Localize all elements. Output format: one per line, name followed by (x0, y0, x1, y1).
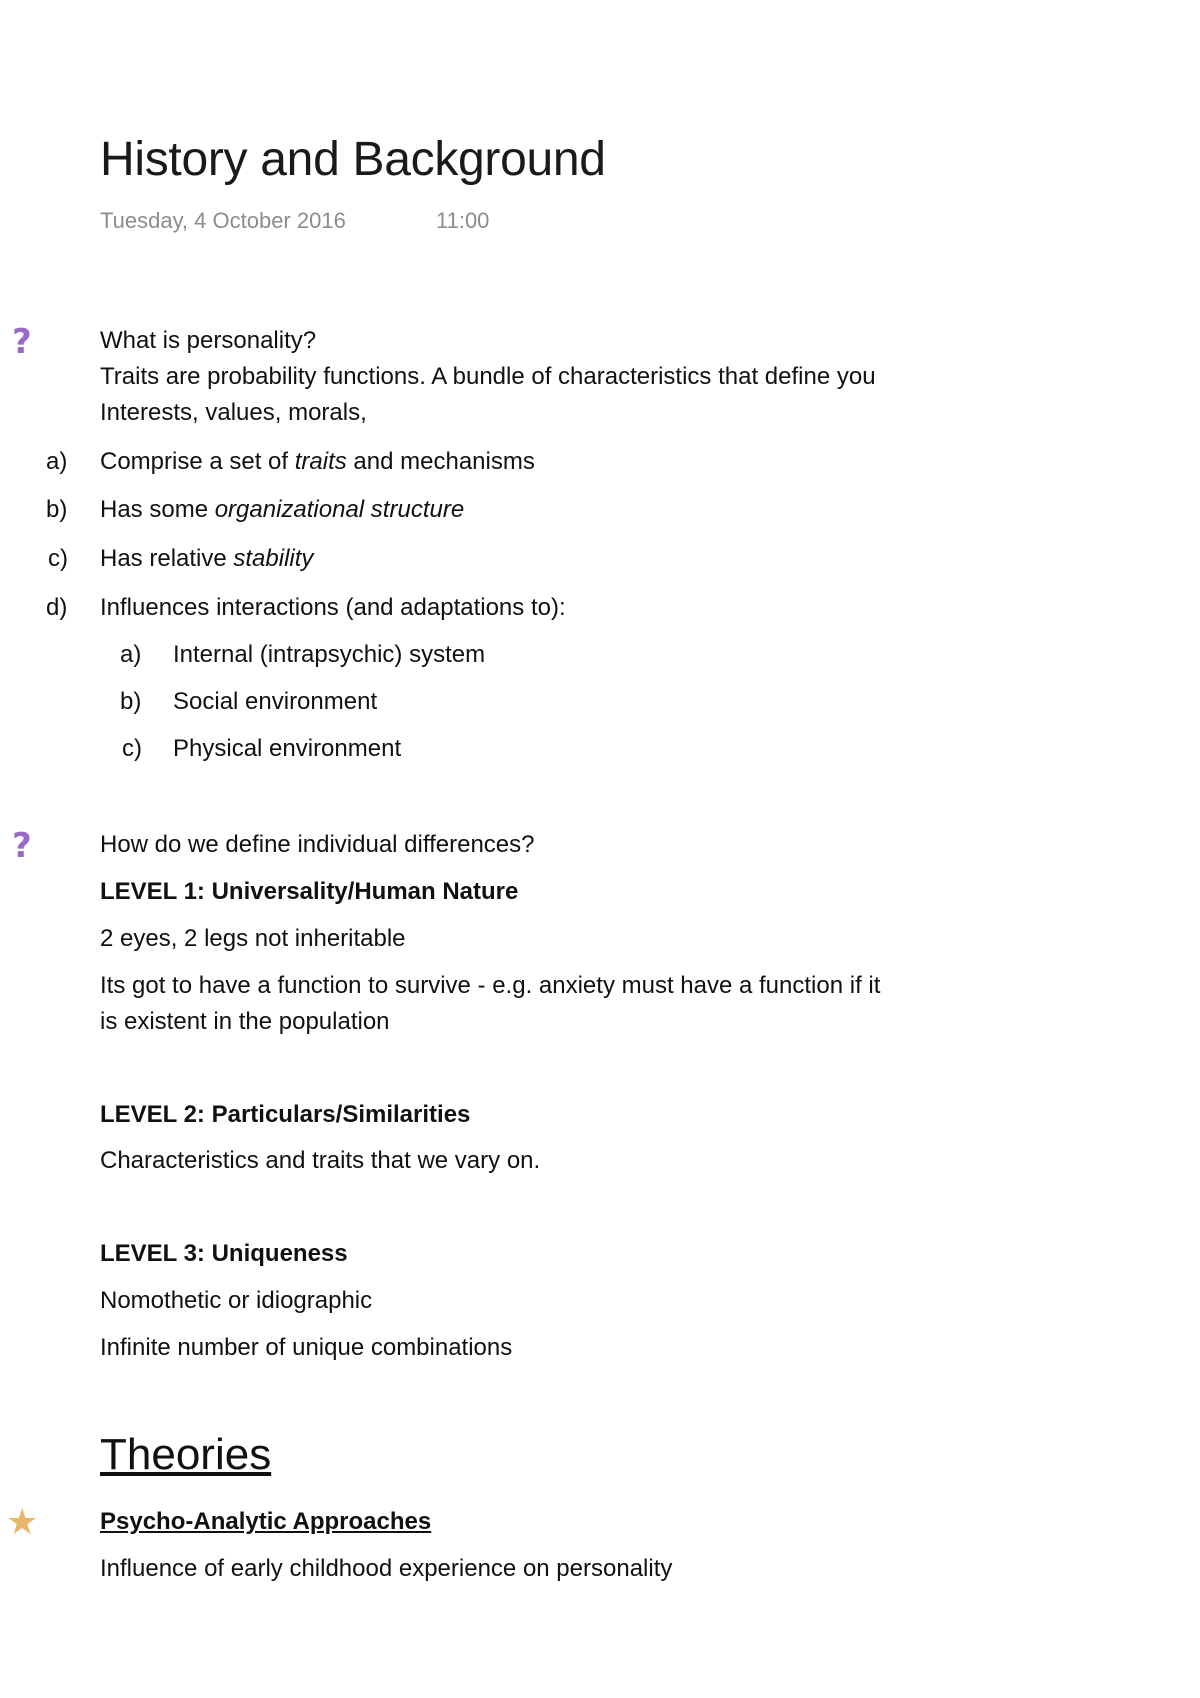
list-marker: d) (46, 594, 68, 621)
level-heading: LEVEL 2: Particulars/Similarities (100, 1101, 471, 1128)
list-item: Comprise a set of traits and mechanisms (100, 448, 535, 475)
page-date: Tuesday, 4 October 2016 (100, 208, 346, 233)
page-title: History and Background (100, 133, 606, 186)
note-line: Infinite number of unique combinations (100, 1334, 513, 1361)
note-line: 2 eyes, 2 legs not inheritable (100, 925, 406, 952)
question-text: How do we define individual differences? (100, 831, 535, 858)
list-item: Has relative stability (100, 545, 314, 572)
question-icon[interactable]: ? (12, 322, 32, 362)
note-line: Its got to have a function to survive - e.g. anxiety must have a function if it (100, 972, 881, 999)
sublist-item: Internal (intrapsychic) system (173, 641, 486, 668)
list-marker: c) (48, 545, 68, 572)
note-line: Characteristics and traits that we vary on. (100, 1147, 541, 1174)
sublist-marker: a) (120, 641, 142, 668)
page-time: 11:00 (436, 208, 490, 233)
sublist-marker: c) (122, 735, 142, 762)
note-line: Interests, values, morals, (100, 399, 367, 426)
note-line: is existent in the population (100, 1008, 390, 1035)
level-heading: LEVEL 3: Uniqueness (100, 1240, 348, 1267)
sublist-item: Physical environment (173, 735, 402, 762)
list-item: Has some organizational structure (100, 496, 465, 523)
sublist-item: Social environment (173, 688, 378, 715)
level-heading: LEVEL 1: Universality/Human Nature (100, 878, 519, 905)
star-icon[interactable]: ★ (6, 1502, 39, 1543)
question-text: What is personality? (100, 327, 317, 354)
list-item: Influences interactions (and adaptations to): (100, 594, 566, 621)
list-marker: a) (46, 448, 68, 475)
list-marker: b) (46, 496, 68, 523)
question-icon[interactable]: ? (12, 826, 32, 866)
note-line: Influence of early childhood experience on personality (100, 1555, 673, 1582)
note-line: Nomothetic or idiographic (100, 1287, 373, 1314)
sublist-marker: b) (120, 688, 142, 715)
section-heading-theories: Theories (100, 1430, 272, 1479)
subheading: Psycho-Analytic Approaches (100, 1508, 432, 1535)
note-line: Traits are probability functions. A bundle of characteristics that define you (100, 363, 876, 390)
